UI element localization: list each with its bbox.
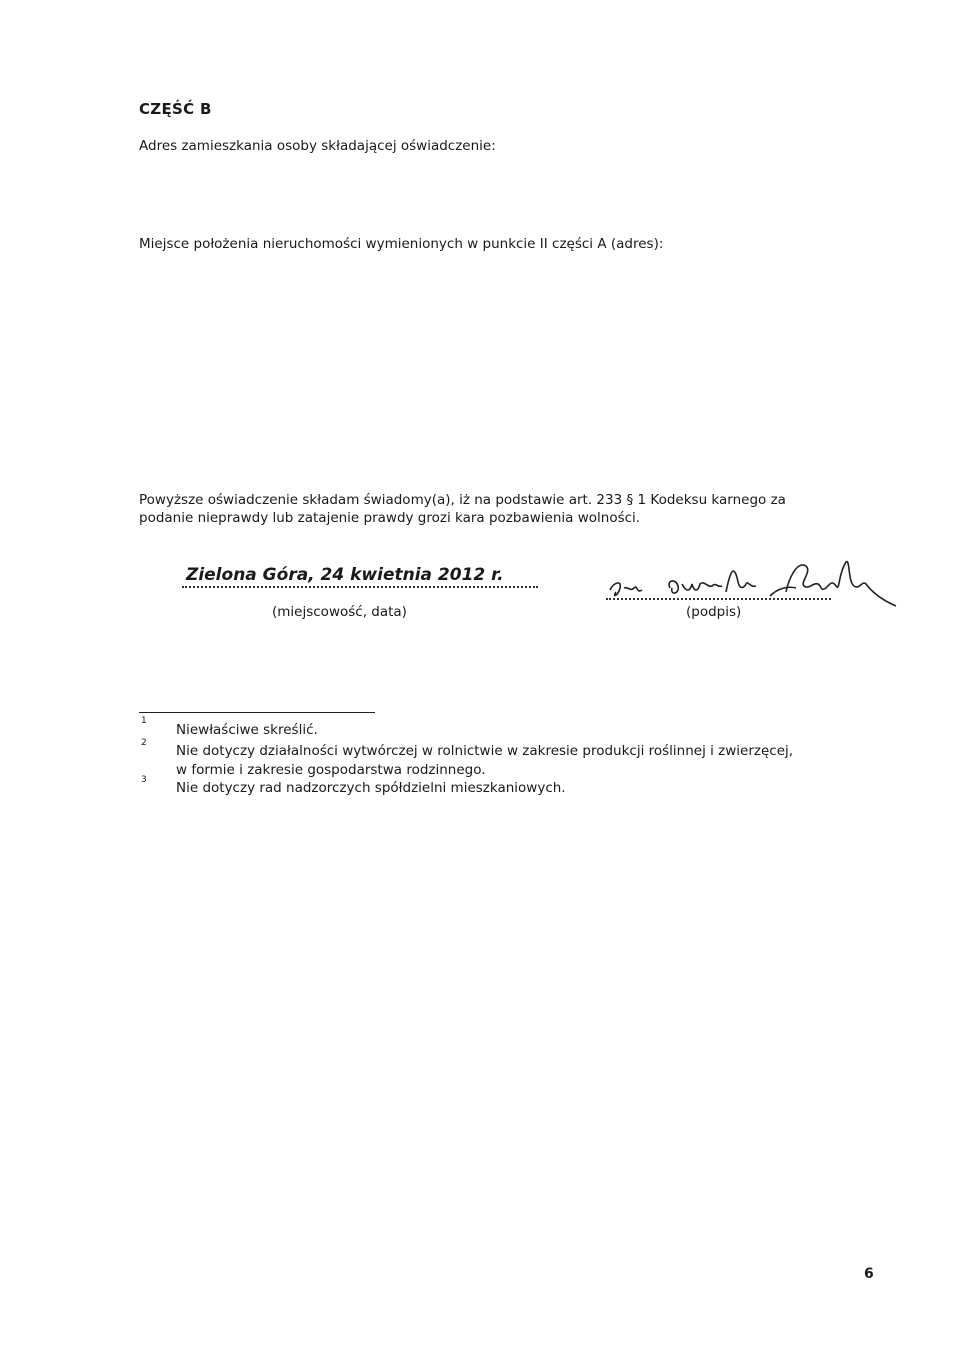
property-location-label: Miejsce położenia nieruchomości wymienionych w punkcie II części A (adres): bbox=[139, 236, 664, 252]
section-heading: CZĘŚĆ B bbox=[139, 100, 212, 118]
footnote-number: 3 bbox=[141, 775, 147, 785]
declaration-line-1: Powyższe oświadczenie składam świadomy(a), iż na podstawie art. 233 § 1 Kodeksu karnego za bbox=[139, 492, 786, 508]
place-date-caption: (miejscowość, data) bbox=[272, 604, 407, 620]
footnote-text: Nie dotyczy działalności wytwórczej w rolnictwie w zakresie produkcji roślinnej i zwierzęcej, bbox=[176, 743, 794, 759]
page-number: 6 bbox=[864, 1266, 874, 1282]
footnote-separator bbox=[139, 712, 375, 713]
footnote-number: 1 bbox=[141, 716, 147, 726]
place-date-dotted-line bbox=[182, 586, 538, 588]
handwritten-signature bbox=[600, 552, 910, 632]
residence-address-label: Adres zamieszkania osoby składającej oświadczenie: bbox=[139, 138, 496, 154]
footnote-text-continuation: w formie i zakresie gospodarstwa rodzinnego. bbox=[176, 762, 486, 778]
place-date-value: Zielona Góra, 24 kwietnia 2012 r. bbox=[186, 565, 504, 585]
footnote-text: Nie dotyczy rad nadzorczych spółdzielni mieszkaniowych. bbox=[176, 780, 566, 796]
footnote-number: 2 bbox=[141, 738, 147, 748]
signature-dotted-line bbox=[606, 598, 831, 600]
declaration-line-2: podanie nieprawdy lub zatajenie prawdy grozi kara pozbawienia wolności. bbox=[139, 510, 641, 526]
footnote-text: Niewłaściwe skreślić. bbox=[176, 722, 318, 738]
signature-caption: (podpis) bbox=[686, 604, 742, 620]
